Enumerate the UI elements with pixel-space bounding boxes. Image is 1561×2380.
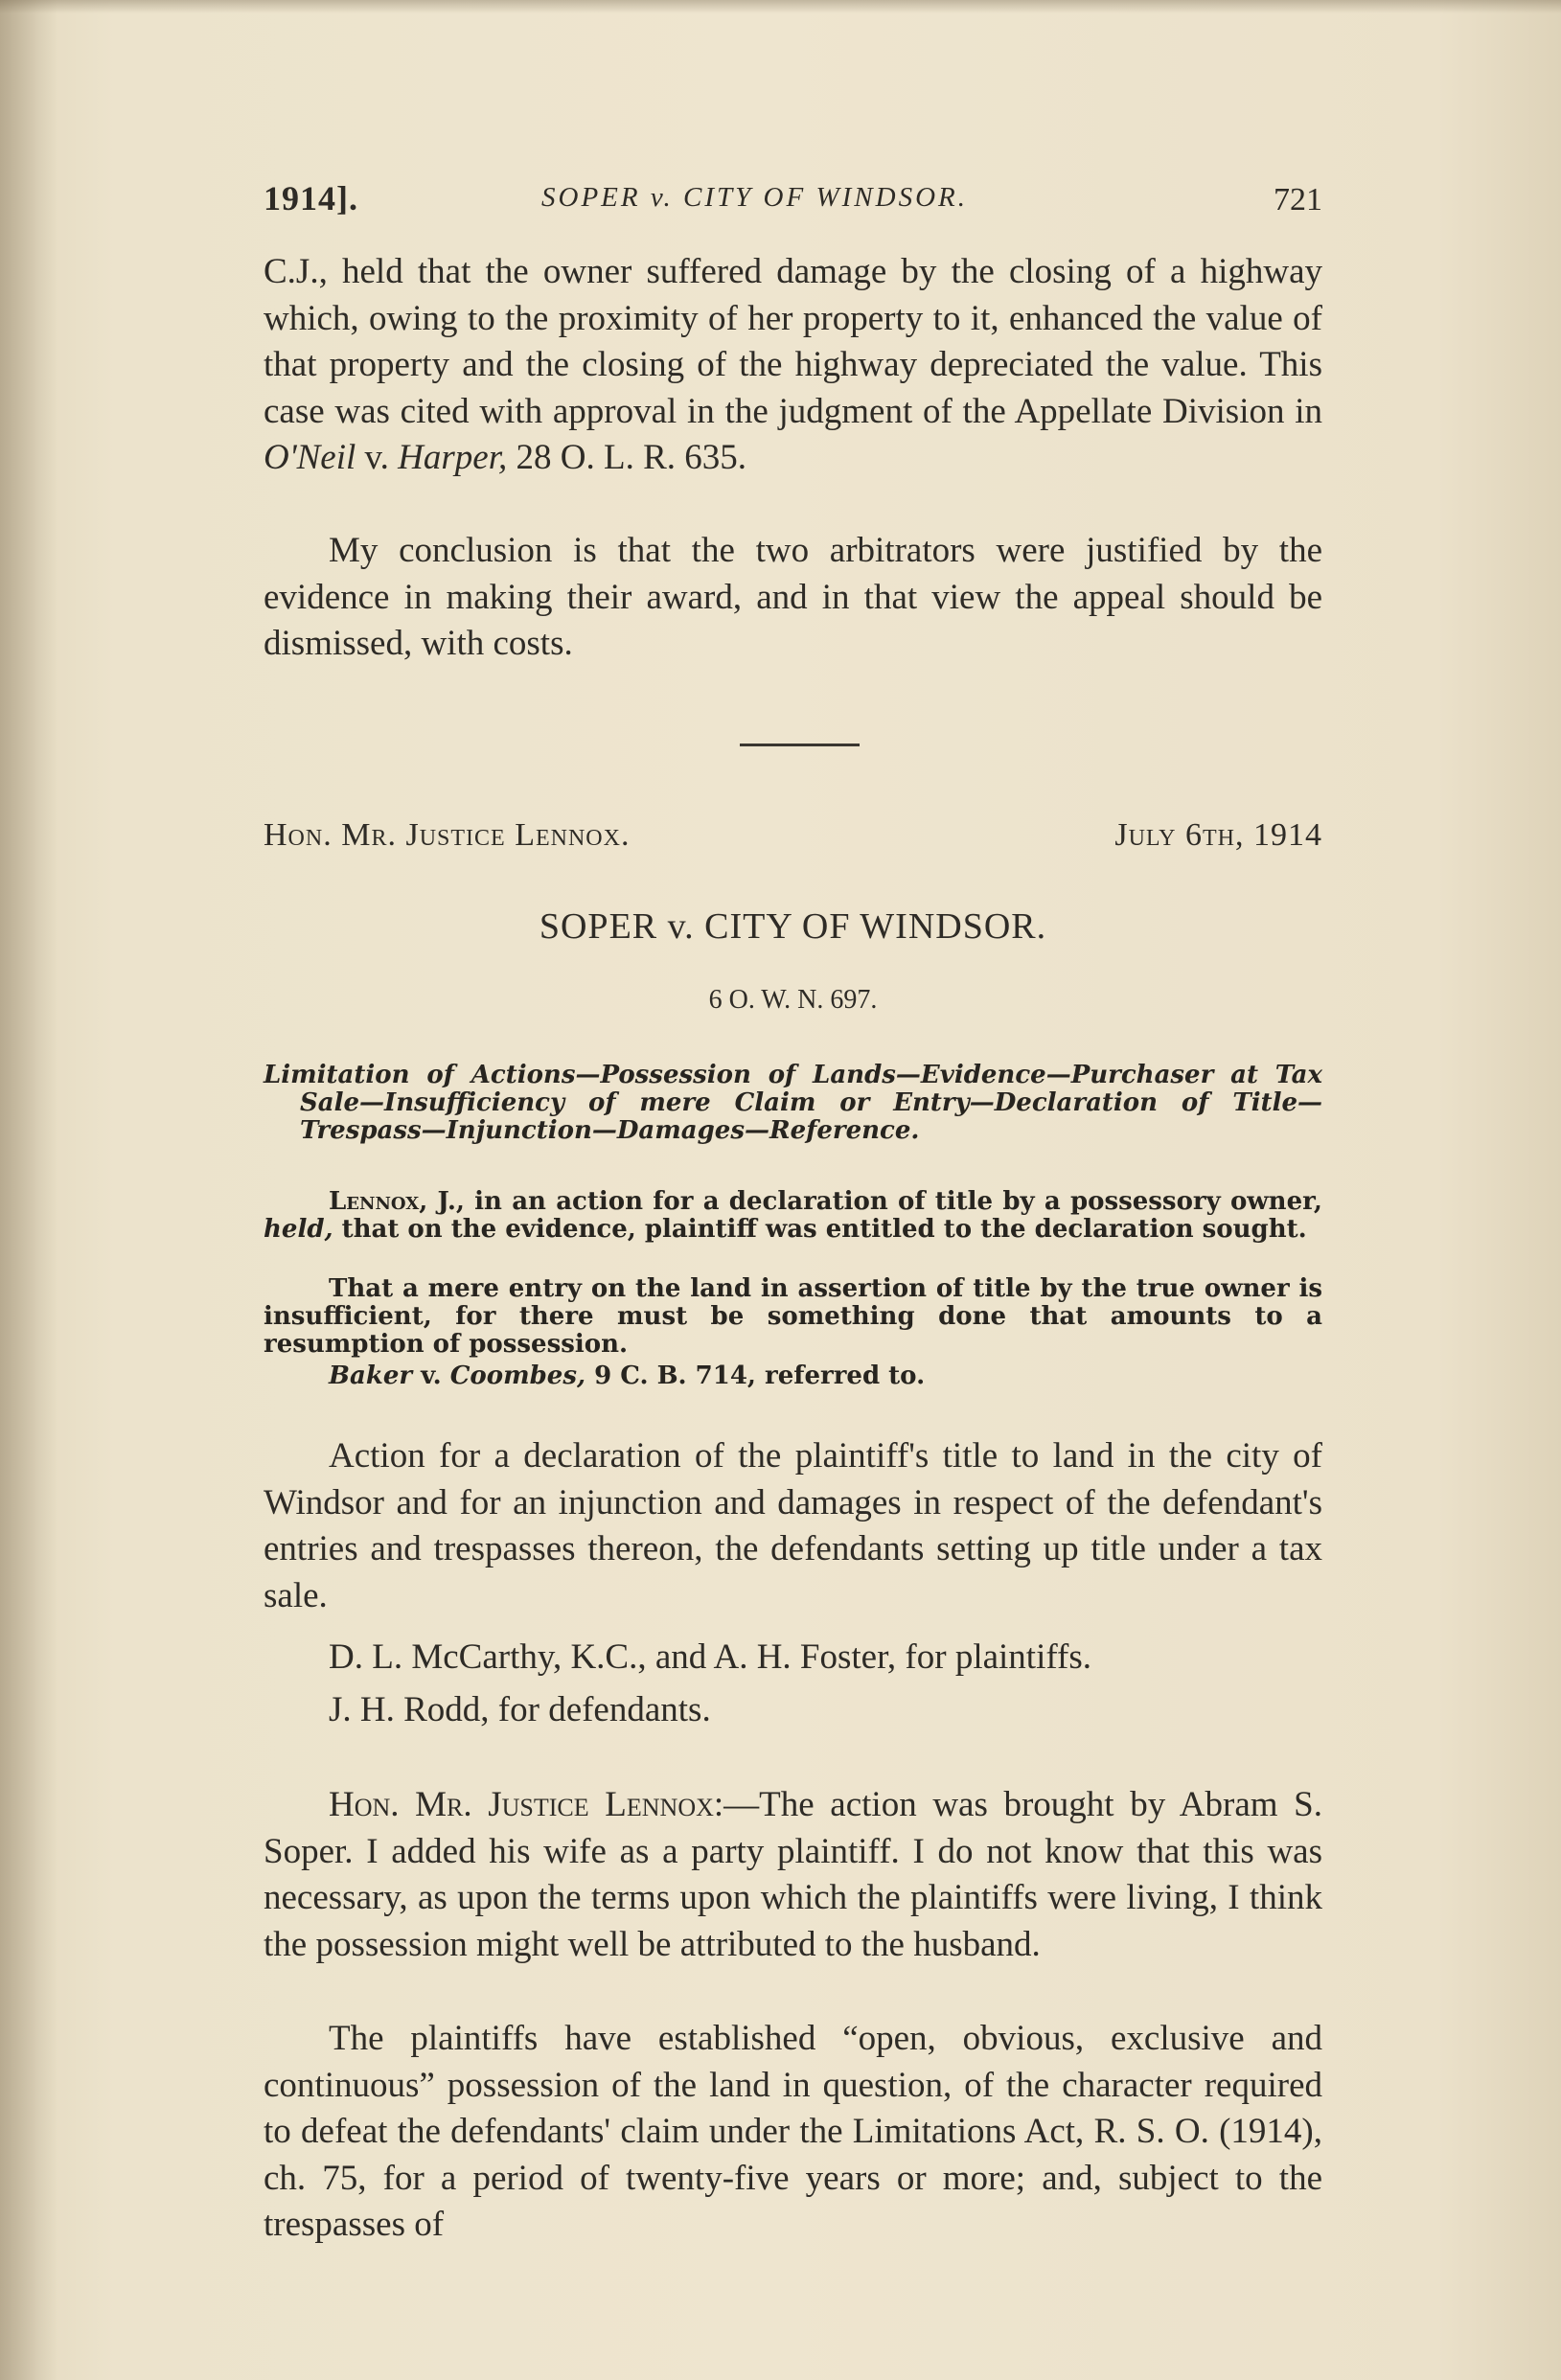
cited-case-party: Harper, xyxy=(398,438,508,477)
reference-case-name: Baker xyxy=(329,1362,413,1390)
counsel-plaintiffs: D. L. McCarthy, K.C., and A. H. Foster, for plaintiffs. xyxy=(329,1637,1091,1677)
cited-case-reference: 28 O. L. R. 635. xyxy=(507,438,746,477)
reference-case-party: Coombes, xyxy=(449,1362,586,1390)
prior-judgment-paragraph-1 xyxy=(264,249,1322,482)
cited-case-versus: v. xyxy=(356,438,399,477)
catchwords-text: Limitation of Actions—Possession of Lands—Evidence—Purchaser at Tax Sale—Insufficiency of mere Claim or Entry—Declaration of Title—Trespass—Injunction—Damages—Reference. xyxy=(264,1061,1322,1145)
action-statement: Action for a declaration of the plaintiff's title to land in the city of Windsor and for an injunction and damages in respect of the defendant's entries and trespasses thereon, the defendants setting up title under a tax sale. xyxy=(264,1436,1322,1615)
judge-date-line xyxy=(264,817,1322,859)
headnote-judge: Lennox, J. xyxy=(329,1187,456,1216)
headnote-catchwords xyxy=(264,1062,1322,1145)
running-header xyxy=(264,178,1322,226)
judgment-paragraph-1-text: :—The action was brought by Abram S. Soper. I added his wife as a party plaintiff. I do not know that this was necessary, as upon the terms upon which the plaintiffs were living, I think the possession might well be attributed to the husband. xyxy=(264,1785,1322,1964)
judgment-paragraph-1 xyxy=(264,1782,1322,1968)
reference-rest: 9 C. B. 714, referred to. xyxy=(585,1362,926,1390)
header-running-title: SOPER v. CITY OF WINDSOR. xyxy=(541,182,968,213)
prior-judgment-text: C.J., held that the owner suffered damage by the closing of a highway which, owing to the proximity of her property to it, enhanced the value of that property and the closing of the highway depreciated the value. This case was cited with approval in the judgment of the Appellate Division in xyxy=(264,252,1322,431)
judgment-paragraph-2: The plaintiffs have established “open, obvious, exclusive and continuous” possession of the land in question, of the character required to defeat the defendants' claim under the Limitations Act, R. S. O. (1914), ch. 75, for a period of twenty-five years or more; and, subject to the trespasses of xyxy=(264,2019,1322,2244)
headnote-rule: That a mere entry on the land in assertion of title by the true owner is insufficient, for there must be something done that amounts to a resumption of possession. xyxy=(264,1274,1322,1359)
reference-versus: v. xyxy=(412,1362,450,1390)
case-title: SOPER v. CITY OF WINDSOR. xyxy=(539,906,1047,947)
judgment-judge-name: Hon. Mr. Justice Lennox xyxy=(329,1785,714,1824)
page-top-edge xyxy=(0,0,1561,13)
judge-name: Hon. Mr. Justice Lennox. xyxy=(264,817,631,853)
cited-case-name: O'Neil xyxy=(264,438,356,477)
judgment-date: July 6th, 1914 xyxy=(1114,817,1322,853)
section-divider-rule xyxy=(740,744,860,746)
headnote-holding-text-2: that on the evidence, plaintiff was entitled to the declaration sought. xyxy=(333,1215,1307,1244)
header-year: 1914]. xyxy=(264,179,358,217)
headnote-holding-text: , in an action for a declaration of title by a possessory owner, xyxy=(455,1187,1322,1216)
headnote-held: held, xyxy=(264,1215,333,1244)
case-citation: 6 O. W. N. 697. xyxy=(708,985,878,1015)
headnote-reference xyxy=(264,1362,1322,1390)
counsel-defendants: J. H. Rodd, for defendants. xyxy=(329,1690,711,1729)
prior-judgment-conclusion: My conclusion is that the two arbitrators were justified by the evidence in making their award, and in that view the appeal should be dismissed, with costs. xyxy=(264,531,1322,663)
headnote-holding xyxy=(264,1188,1322,1244)
page-gutter-shadow xyxy=(0,0,57,2380)
header-page-number: 721 xyxy=(1274,182,1322,217)
